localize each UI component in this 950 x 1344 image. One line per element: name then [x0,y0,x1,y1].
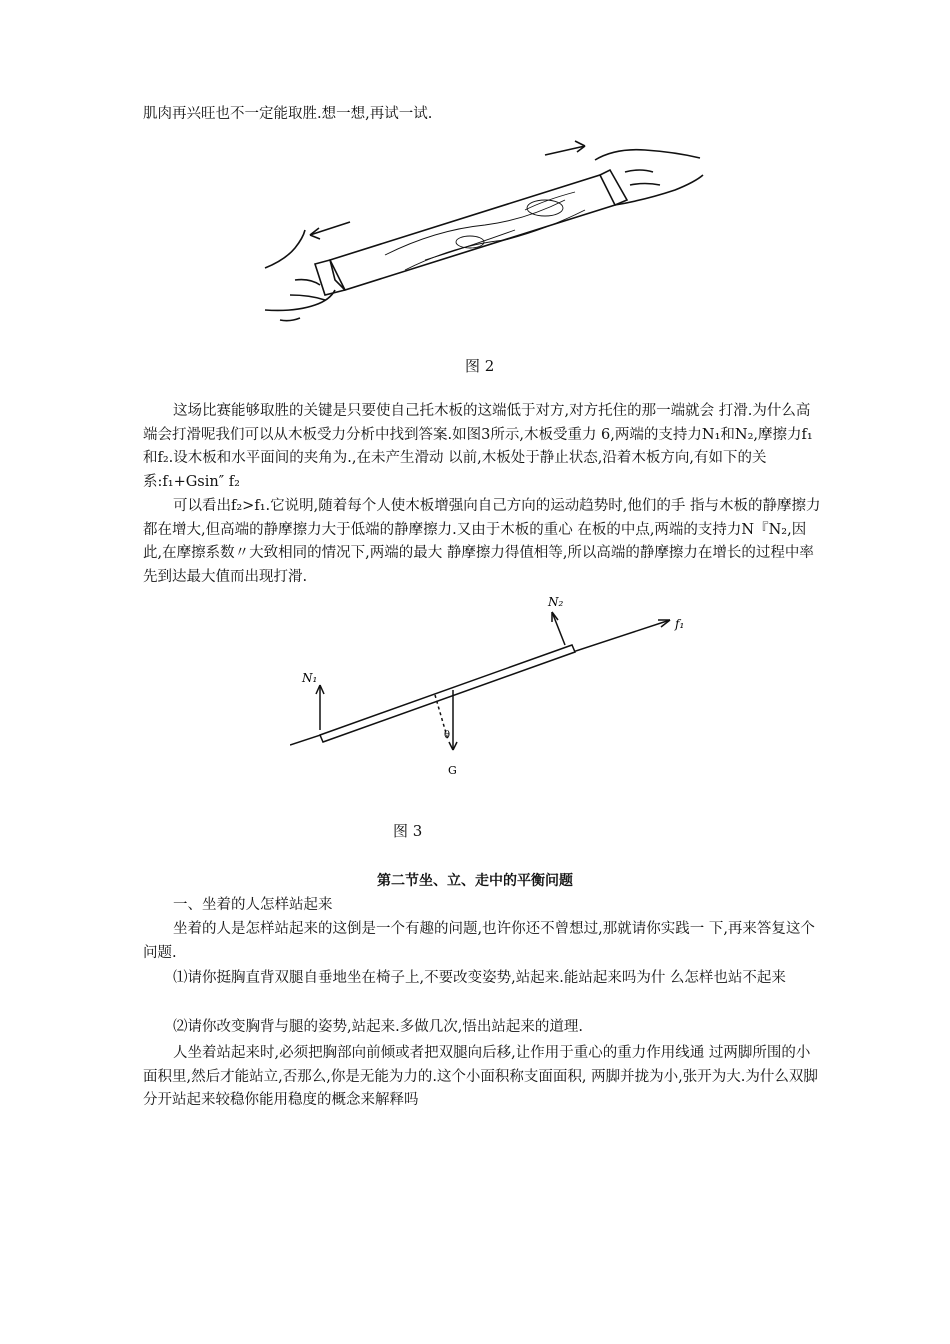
figure-3-diagram [290,590,690,790]
label-n2: N₂ [548,595,564,609]
list-item-2: ⑵请你改变胸背与腿的姿势,站起来.多做几次,悟出站起来的道理. [173,1019,583,1035]
section-heading: 第二节坐、立、走中的平衡问题 [377,873,573,889]
subheading: 一、坐着的人怎样站起来 [173,897,333,913]
top-line: 肌肉再兴旺也不一定能取胜.想一想,再试一试. [143,106,433,122]
label-g: G [448,764,457,777]
label-theta: θ [444,730,451,741]
paragraph-2: 可以看出f₂>f₁.它说明,随着每个人使木板增强向自己方向的运动趋势时,他们的手 指与木板的静摩擦力都在增大,但高端的静摩擦力大于低端的静摩擦力.又由于木板的重心 在板的中点,两端的支持力N『N₂,因此,在摩擦系数〃大致相同的情况下,两端的最大 静摩擦力得值相等,所以高端的静摩擦力在增长的过程中率先到达最大值而出现打滑. [143,498,821,585]
paragraph-3: 坐着的人是怎样站起来的这倒是一个有趣的问题,也许你还不曾想过,那就请你实践一 下,再来答复这个问题. [143,921,815,961]
label-n1: N₁ [302,671,318,685]
list-item-1: ⑴请你挺胸直背双腿自垂地坐在椅子上,不要改变姿势,站起来.能站起来吗为什 么怎样也站不起来 [173,970,786,986]
paragraph-1: 这场比赛能够取胜的关键是只要使自己托木板的这端低于对方,对方托住的那一端就会 打滑.为什么高端会打滑呢我们可以从木板受力分析中找到答案.如图3所示,木板受重力 6,两端的支持力N₁和N₂,摩擦力f₁和f₂.设木板和水平面间的夹角为.,在未产生滑动 以前,木板处于静止状态,沿着木板方向,有如下的关系:f₁+Gsin″ f₂ [143,403,813,490]
paragraph-4: 人坐着站起来时,必须把胸部向前倾或者把双腿向后移,让作用于重心的重力作用线通 过两脚所围的小面积里,然后才能站立,否那么,你是无能为力的.这个小面积称支面面积, 两脚并拢为小,张开为大.为什么双脚分开站起来较稳你能用稳度的概念来解释吗 [143,1045,818,1108]
figure-3-caption: 图 3 [393,822,423,840]
figure-2-caption: 图 2 [465,357,495,375]
label-f1: f₁ [675,617,685,631]
figure-2-illustration [255,130,705,335]
